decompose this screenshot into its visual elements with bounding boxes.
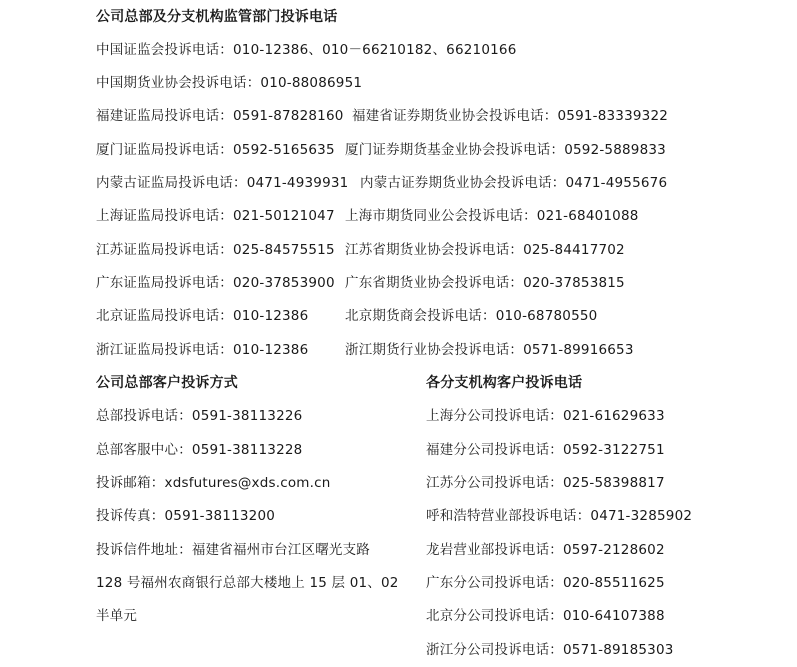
regulator-row-left: 中国证监会投诉电话：010-12386、010－66210182、66210166 (96, 42, 517, 58)
hq-complaint-address: 128 号福州农商银行总部大楼地上 15 层 01、02 (96, 575, 399, 591)
regulator-row-left: 中国期货业协会投诉电话：010-88086951 (96, 75, 363, 91)
regulator-row-right: 广东省期货业协会投诉电话：020-37853815 (345, 275, 625, 291)
regulator-row (96, 73, 362, 93)
regulator-row-left: 福建证监局投诉电话：0591-87828160 (96, 108, 344, 124)
branch-complaint-item: 福建分公司投诉电话：0592-3122751 (426, 442, 665, 458)
regulator-row-right: 浙江期货行业协会投诉电话：0571-89916653 (345, 342, 634, 358)
hq-complaint-email: 投诉邮箱：xdsfutures@xds.com.cn (96, 475, 331, 491)
hq-complaint-address: 投诉信件地址：福建省福州市台江区曙光支路 (96, 542, 370, 558)
regulator-row-right: 厦门证券期货基金业协会投诉电话：0592-5889833 (345, 142, 666, 158)
regulator-row-left: 江苏证监局投诉电话：025-84575515 (96, 242, 335, 258)
branch-complaint-item: 呼和浩特营业部投诉电话：0471-3285902 (426, 508, 693, 524)
regulator-row-right: 江苏省期货业协会投诉电话：025-84417702 (345, 242, 625, 258)
hq-complaint-address: 半单元 (96, 608, 138, 624)
section-title-branch-complaints: 各分支机构客户投诉电话 (426, 375, 583, 391)
branch-complaint-item: 浙江分公司投诉电话：0571-89185303 (426, 642, 674, 658)
regulator-row-left: 浙江证监局投诉电话：010-12386 (96, 342, 309, 358)
branch-complaint-item: 上海分公司投诉电话：021-61629633 (426, 408, 665, 424)
regulator-row-right: 福建省证券期货业协会投诉电话：0591-83339322 (352, 108, 669, 124)
regulator-row-right: 上海市期货同业公会投诉电话：021-68401088 (345, 208, 639, 224)
regulator-row-right: 内蒙古证券期货业协会投诉电话：0471-4955676 (360, 175, 668, 191)
branch-complaint-item: 广东分公司投诉电话：020-85511625 (426, 575, 665, 591)
section-title-regulators: 公司总部及分支机构监管部门投诉电话 (96, 9, 338, 25)
branch-complaint-item: 北京分公司投诉电话：010-64107388 (426, 608, 665, 624)
branch-complaint-item: 江苏分公司投诉电话：025-58398817 (426, 475, 665, 491)
hq-complaint-item: 总部投诉电话：0591-38113226 (96, 408, 303, 424)
regulator-row-left: 内蒙古证监局投诉电话：0471-4939931 (96, 175, 349, 191)
section-title-hq-complaints: 公司总部客户投诉方式 (96, 375, 238, 391)
hq-complaint-item: 投诉传真：0591-38113200 (96, 508, 276, 524)
regulator-row (96, 40, 516, 60)
regulator-row-left: 上海证监局投诉电话：021-50121047 (96, 208, 335, 224)
regulator-row-left: 广东证监局投诉电话：020-37853900 (96, 275, 335, 291)
branch-complaint-item: 龙岩营业部投诉电话：0597-2128602 (426, 542, 665, 558)
hq-complaint-item: 总部客服中心：0591-38113228 (96, 442, 303, 458)
regulator-row-right: 北京期货商会投诉电话：010-68780550 (345, 308, 598, 324)
regulator-row-left: 北京证监局投诉电话：010-12386 (96, 308, 309, 324)
regulator-row-left: 厦门证监局投诉电话：0592-5165635 (96, 142, 335, 158)
